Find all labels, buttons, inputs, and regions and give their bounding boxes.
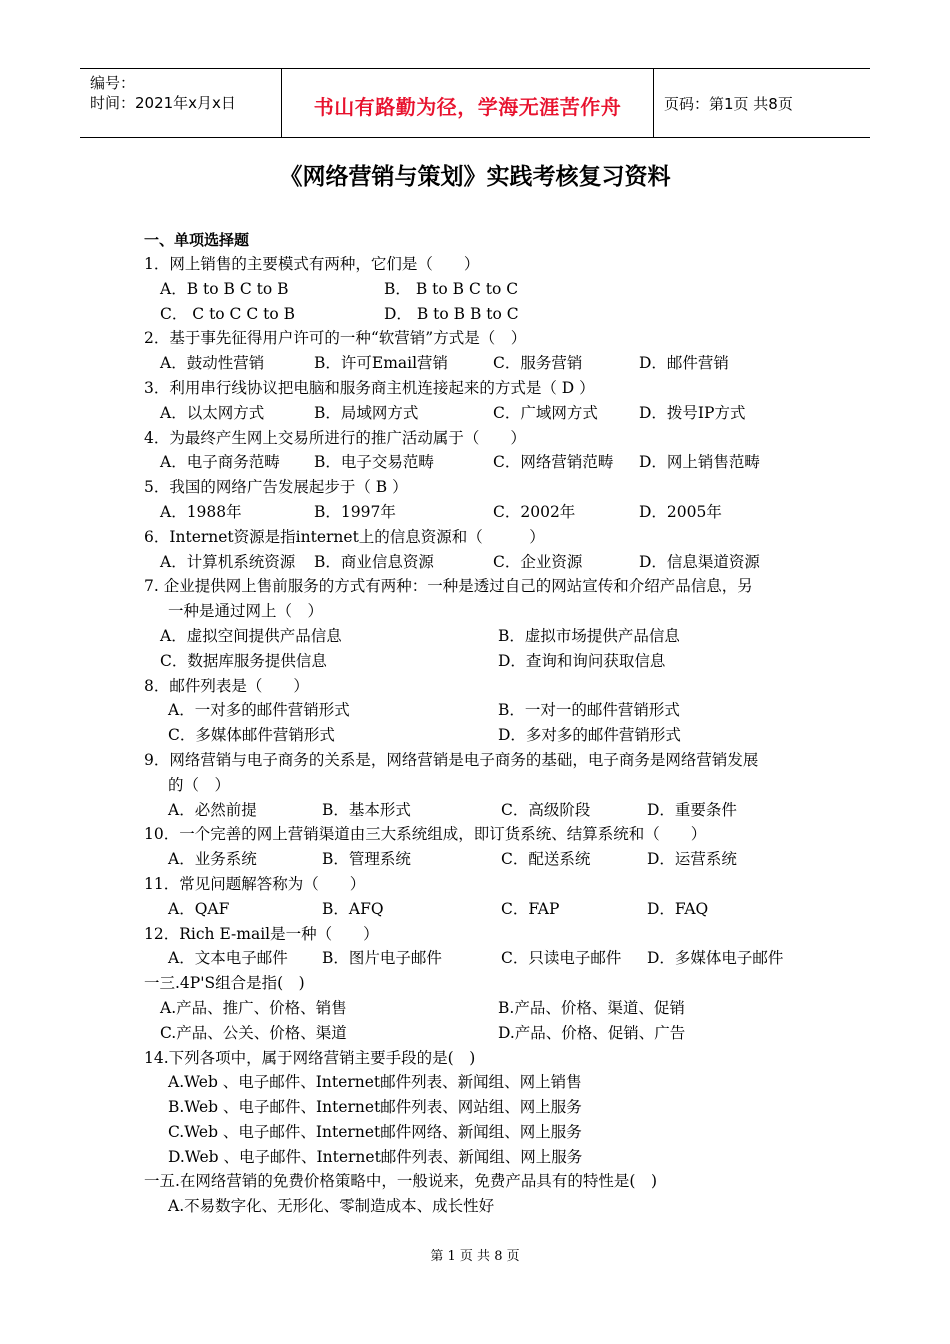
- answer-option: B．基本形式: [322, 800, 411, 819]
- answer-option: D.Web 、电子邮件、Internet邮件列表、新闻组、网上服务: [168, 1147, 583, 1166]
- answer-option: C.Web 、电子邮件、Internet邮件网络、新闻组、网上服务: [168, 1122, 582, 1141]
- answer-option: B．管理系统: [322, 850, 411, 869]
- answer-option: C．多媒体邮件营销形式: [168, 726, 335, 745]
- answer-option: C．配送系统: [501, 850, 591, 869]
- answer-option: C．网络营销范畴: [493, 453, 614, 472]
- question-text: 10．一个完善的网上营销渠道由三大系统组成，即订货系统、结算系统和（ ）: [144, 825, 707, 844]
- answer-option: C．高级阶段: [501, 800, 591, 819]
- answer-option: D．拨号IP方式: [639, 403, 746, 422]
- answer-option: D.产品、价格、促销、广告: [498, 1023, 686, 1042]
- answer-option: A．以太网方式: [160, 403, 265, 422]
- answer-option: A．必然前提: [168, 800, 257, 819]
- option-row: [144, 798, 824, 823]
- answer-option: A.Web 、电子邮件、Internet邮件列表、新闻组、网上销售: [168, 1073, 582, 1092]
- page-header: [80, 68, 870, 138]
- answer-option: B.产品、价格、渠道、促销: [498, 998, 685, 1017]
- number-label: 编号：: [90, 74, 136, 92]
- option-row: [144, 946, 824, 971]
- answer-option: D．FAQ: [647, 899, 709, 918]
- answer-option: A．计算机系统资源: [160, 552, 296, 571]
- header-motto: 书山有路勤为径，学海无涯苦作舟: [313, 95, 622, 119]
- answer-option: B．图片电子邮件: [322, 949, 442, 968]
- option-row: [144, 996, 824, 1021]
- question-text: 14.下列各项中，属于网络营销主要手段的是( ): [144, 1048, 476, 1067]
- option-row: [144, 450, 824, 475]
- question-text: 9．网络营销与电子商务的关系是，网络营销是电子商务的基础，电子商务是网络营销发展: [144, 750, 759, 769]
- answer-option: D．网上销售范畴: [639, 453, 760, 472]
- question-text-continued: 一种是通过网上（ ）: [168, 602, 324, 621]
- question-text: 4．为最终产生网上交易所进行的推广活动属于（ ）: [144, 428, 526, 447]
- option-row: [144, 401, 824, 426]
- answer-option: A．虚拟空间提供产品信息: [160, 626, 342, 645]
- questions-container: [144, 252, 824, 1219]
- header-meta: [90, 73, 236, 113]
- question-list: [144, 228, 824, 1219]
- option-row: [144, 1095, 824, 1120]
- answer-option: C．数据库服务提供信息: [160, 651, 327, 670]
- option-row: [144, 1145, 824, 1170]
- option-row: [144, 649, 824, 674]
- answer-option: C.产品、公关、价格、渠道: [160, 1023, 347, 1042]
- answer-option: B．局域网方式: [314, 403, 419, 422]
- option-row: [144, 1070, 824, 1095]
- answer-option: D．运营系统: [647, 850, 737, 869]
- answer-option: B．一对一的邮件营销形式: [498, 701, 680, 720]
- question-text: 5．我国的网络广告发展起步于（ B ）: [144, 478, 408, 497]
- answer-option: C． C to C C to B: [160, 304, 296, 323]
- question-text: 11．常见问题解答称为（ ）: [144, 874, 366, 893]
- option-row: [144, 1194, 824, 1219]
- answer-option: C．2002年: [493, 502, 576, 521]
- option-row: [144, 1120, 824, 1145]
- answer-option: D．重要条件: [647, 800, 737, 819]
- question-text: 1．网上销售的主要模式有两种，它们是（ ）: [144, 255, 480, 273]
- answer-option: C．广域网方式: [493, 403, 598, 422]
- option-row: [144, 624, 824, 649]
- header-divider: [653, 69, 654, 137]
- answer-option: B．商业信息资源: [314, 552, 434, 571]
- page-footer: 第 1 页 共 8 页: [430, 1249, 520, 1264]
- question-text: 8．邮件列表是（ ）: [144, 676, 309, 695]
- time-label: 时间：2021年x月x日: [90, 94, 236, 112]
- answer-option: D．多对多的邮件营销形式: [498, 726, 681, 745]
- answer-option: A．文本电子邮件: [168, 949, 288, 968]
- answer-option: D．邮件营销: [639, 354, 729, 373]
- answer-option: B．虚拟市场提供产品信息: [498, 626, 680, 645]
- answer-option: B.Web 、电子邮件、Internet邮件列表、网站组、网上服务: [168, 1098, 582, 1117]
- question-text: 一五.在网络营销的免费价格策略中，一般说来，免费产品具有的特性是( ): [144, 1172, 658, 1191]
- answer-option: A．业务系统: [168, 850, 257, 869]
- answer-option: A．鼓动性营销: [160, 354, 265, 373]
- answer-option: B．电子交易范畴: [314, 453, 434, 472]
- option-row: [144, 550, 824, 575]
- option-row: [144, 698, 824, 723]
- question-text: 2．基于事先征得用户许可的一种“软营销”方式是（ ）: [144, 329, 527, 348]
- question-text: 一三.4P'S组合是指( ): [144, 974, 305, 993]
- option-row: [144, 302, 824, 327]
- answer-option: B．许可Email营销: [314, 354, 449, 373]
- answer-option: A．B to B C to B: [160, 279, 289, 298]
- answer-option: D．查询和询问获取信息: [498, 651, 666, 670]
- header-page-info: 页码：第1页 共8页: [664, 95, 793, 113]
- answer-option: A．QAF: [168, 899, 230, 918]
- option-row: [144, 847, 824, 872]
- answer-option: B．AFQ: [322, 899, 384, 918]
- question-text: 3．利用串行线协议把电脑和服务商主机连接起来的方式是（ D ）: [144, 378, 595, 397]
- answer-option: C．只读电子邮件: [501, 949, 622, 968]
- answer-option: B．1997年: [314, 502, 396, 521]
- answer-option: A.产品、推广、价格、销售: [160, 998, 347, 1017]
- question-text: 12．Rich E-mail是一种（ ）: [144, 924, 379, 943]
- option-row: [144, 897, 824, 922]
- option-row: [144, 351, 824, 376]
- question-text: 7. 企业提供网上售前服务的方式有两种：一种是透过自己的网站宣传和介绍产品信息，另: [144, 577, 753, 596]
- answer-option: D．信息渠道资源: [639, 552, 760, 571]
- answer-option: A.不易数字化、无形化、零制造成本、成长性好: [168, 1197, 495, 1216]
- option-row: [144, 1021, 824, 1046]
- answer-option: A．1988年: [160, 502, 242, 521]
- answer-option: B． B to B C to C: [384, 279, 519, 298]
- answer-option: C．企业资源: [493, 552, 583, 571]
- document-title: 《网络营销与策划》实践考核复习资料: [279, 164, 671, 190]
- answer-option: C．服务营销: [493, 354, 583, 373]
- option-row: [144, 277, 824, 302]
- answer-option: C．FAP: [501, 899, 560, 918]
- question-text-continued: 的（ ）: [168, 775, 231, 794]
- answer-option: D．多媒体电子邮件: [647, 949, 784, 968]
- answer-option: D． B to B B to C: [384, 304, 519, 323]
- answer-option: A．一对多的邮件营销形式: [168, 701, 350, 720]
- section-heading: 一、单项选择题: [144, 231, 250, 249]
- option-row: [144, 723, 824, 748]
- option-row: [144, 500, 824, 525]
- question-text: 6．Internet资源是指internet上的信息资源和（ ）: [144, 527, 545, 546]
- answer-option: A．电子商务范畴: [160, 453, 280, 472]
- answer-option: D．2005年: [639, 502, 722, 521]
